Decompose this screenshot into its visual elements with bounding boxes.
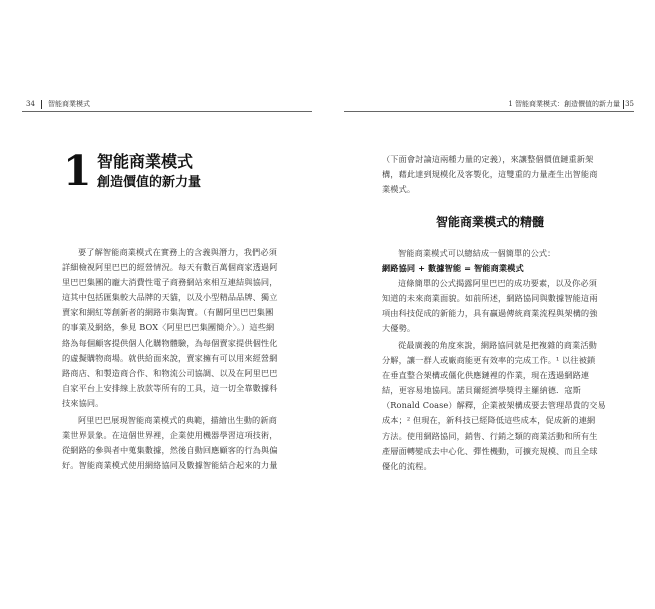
chapter-number: 1	[63, 147, 92, 195]
formula-intro: 智能商業模式可以總結成一個簡單的公式：	[398, 248, 556, 258]
running-header	[344, 98, 634, 110]
text-line: 產層面轉變成去中心化、彈性機動，可擴充規模、而且全球	[382, 445, 598, 456]
text-line: 優化的流程。	[382, 460, 432, 471]
text-line: 分解，讓一群人或廠商能更有效率的完成工作。¹ 以往被鎖	[382, 355, 596, 366]
paragraph-1	[382, 276, 598, 336]
header-rule	[22, 111, 312, 112]
text-line: 好。智能商業模式使用網絡協同及數據智能結合起來的力量	[62, 460, 278, 471]
text-line: 從網路的參與者中蒐集數據，然後自動回應顧客的行為與偏	[62, 445, 278, 456]
text-line: 技來協同。	[62, 397, 104, 408]
chapter-title: 智能商業模式	[97, 152, 194, 171]
paragraph-2	[62, 413, 278, 473]
formula: 網路協同 + 數據智能 = 智能商業模式	[382, 263, 524, 274]
text-line: 要了解智能商業模式在實務上的含義與潛力，我們必須	[78, 247, 277, 257]
text-line: 阿里巴巴展現智能商業模式的典範，描繪出生動的新商	[78, 415, 277, 425]
text-line: 里巴巴集團的龐大消費性電子商務網站來相互連結與協同，	[62, 277, 278, 288]
text-line: 這其中包括匯集較大品牌的天貓，以及小型精品品牌、獨立	[62, 292, 278, 303]
text-line: 業模式。	[382, 184, 416, 195]
text-line: 知道的未來商業面貌。如前所述，網路協同與數據智能這兩	[382, 293, 598, 304]
text-line: 在垂直整合架構或僵化供應鏈裡的作業，現在透過網路連	[382, 370, 590, 381]
text-line: 方法。使用網路協同，銷售、行銷之類的商業活動和所有生	[382, 430, 598, 441]
text-line: 賣家和網紅等創新者的網路市集淘寶。（有關阿里巴巴集團	[62, 307, 274, 318]
section-heading: 智能商業模式的精髓	[436, 215, 545, 229]
right-page	[328, 0, 655, 609]
left-page	[0, 0, 327, 609]
header-title: 智能商業模式	[48, 100, 90, 108]
intro-paragraph	[382, 152, 598, 197]
chapter-subtitle: 創造價值的新力量	[97, 175, 202, 190]
header-divider	[41, 100, 42, 109]
page-number: 34	[26, 100, 35, 108]
text-line: 業世界景象。在這個世界裡，企業使用機器學習這項技術，	[62, 430, 278, 441]
text-line: （下面會討論這兩種力量的定義），來讓整個價值鏈重新架	[382, 154, 594, 164]
text-line: 成本；² 但現在，新科技已經降低這些成本，促成新的連網	[382, 415, 596, 426]
text-line: 結，更容易地協同。諾貝爾經濟學獎得主羅納德．寇斯	[382, 385, 581, 396]
text-line: 自家平台上安排線上放款等所有的工具，這一切全靠數據科	[62, 382, 278, 393]
text-line: 詳細檢視阿里巴巴的經營情況。每天有數百萬個商家透過阿	[62, 262, 278, 273]
text-line: 大優勢。	[382, 323, 416, 334]
text-line: 的虛擬購物商場。就供給面來說，賣家擁有可以用來經營網	[62, 352, 278, 363]
paragraph-1	[62, 245, 278, 411]
text-line: 構，藉此達到規模化及客製化，這雙重的力量產生出智能商	[382, 169, 598, 180]
paragraph-2	[382, 338, 606, 474]
text-line: （Ronald Coase）解釋，企業被架構成要去管理昂貴的交易	[382, 400, 606, 411]
text-line: 的事業及網絡，參見 BOX〈阿里巴巴集團簡介〉。）這些網	[62, 322, 275, 333]
running-header	[22, 98, 312, 110]
header-title: 1 智能商業模式：創造價值的新力量	[508, 100, 620, 108]
text-line: 從最廣義的角度來說，網路協同就是把複雜的商業活動	[398, 340, 597, 350]
header-divider	[623, 100, 624, 109]
text-line: 路商店、和製造商合作、和物流公司協調、以及在阿里巴巴	[62, 367, 278, 378]
text-line: 這條簡單的公式揭露阿里巴巴的成功要素，以及你必須	[398, 278, 597, 288]
text-line: 絡為每個顧客提供個人化購物體驗，為每個賣家提供個性化	[62, 337, 278, 348]
header-rule	[344, 111, 634, 112]
formula-block	[382, 246, 595, 276]
page-number: 35	[625, 100, 634, 108]
text-line: 項由科技促成的新能力，具有贏過傳統商業流程與架構的強	[382, 308, 598, 319]
